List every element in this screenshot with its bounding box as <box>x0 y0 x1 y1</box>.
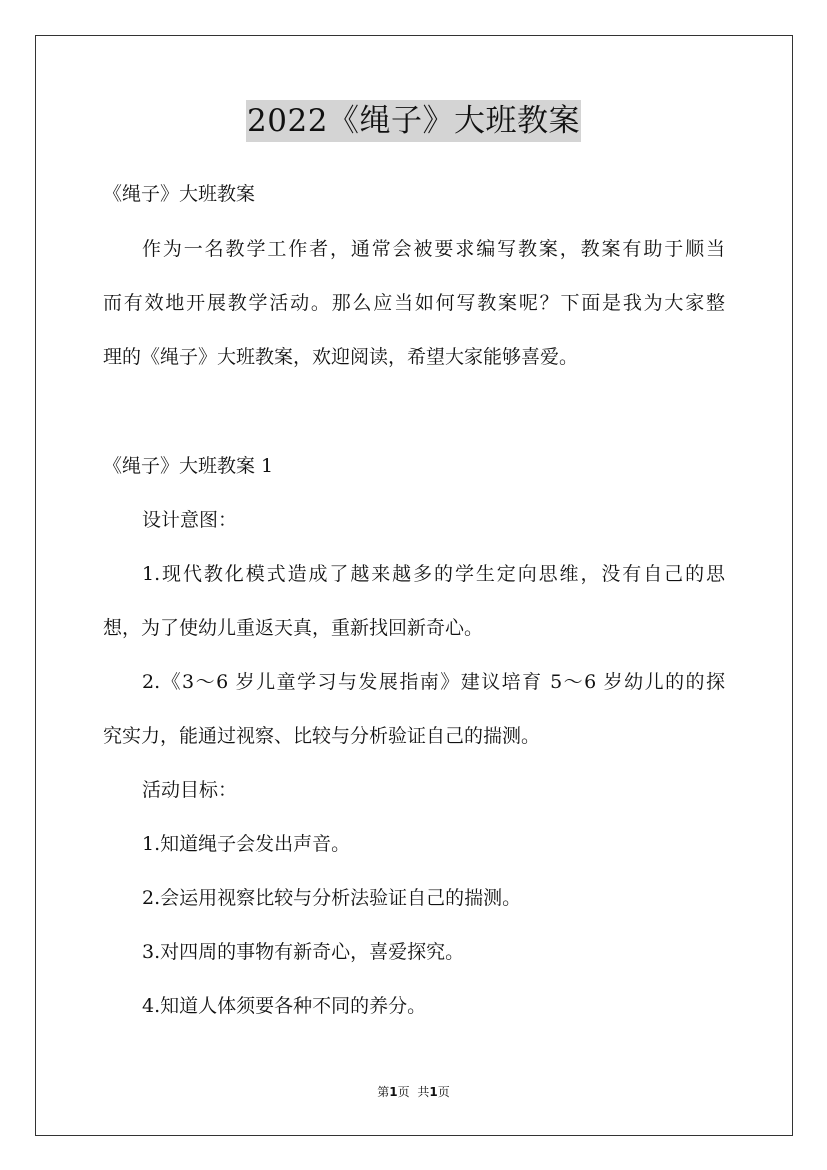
design-heading: 设计意图： <box>142 509 238 531</box>
page-footer <box>0 1084 827 1100</box>
goal-item-1: 1.知道绳子会发出声音。 <box>142 833 351 855</box>
document-title: 2022《绳子》大班教案 <box>246 100 581 142</box>
footer-total-prefix: 共 <box>417 1085 430 1099</box>
footer-page-prefix: 第 <box>377 1085 390 1099</box>
intro-line-2: 而有效地开展教学活动。那么应当如何写教案呢？下面是我为大家整 <box>103 292 725 314</box>
footer-page-number: 1 <box>389 1085 398 1099</box>
design-item-2-line-2: 究实力，能通过视察、比较与分析验证自己的揣测。 <box>103 725 541 747</box>
footer-total-number: 1 <box>429 1085 438 1099</box>
goal-item-3: 3.对四周的事物有新奇心，喜爱探究。 <box>142 941 465 963</box>
intro-line-3: 理的《绳子》大班教案，欢迎阅读，希望大家能够喜爱。 <box>103 346 579 368</box>
goals-heading: 活动目标： <box>142 779 238 801</box>
footer-total-suffix: 页 <box>437 1085 450 1099</box>
goal-item-4: 4.知道人体须要各种不同的养分。 <box>142 995 427 1017</box>
document-subtitle: 《绳子》大班教案 <box>103 183 256 205</box>
section-heading: 《绳子》大班教案 1 <box>103 455 274 477</box>
title-wrap <box>0 100 827 142</box>
design-item-1-line-1: 1.现代教化模式造成了越来越多的学生定向思维，没有自己的思 <box>142 563 725 585</box>
goal-item-2: 2.会运用视察比较与分析法验证自己的揣测。 <box>142 887 522 909</box>
design-item-2-line-1: 2.《3～6 岁儿童学习与发展指南》建议培育 5～6 岁幼儿的的探 <box>142 671 725 693</box>
design-item-1-line-2: 想，为了使幼儿重返天真，重新找回新奇心。 <box>103 617 484 639</box>
intro-line-1: 作为一名教学工作者，通常会被要求编写教案，教案有助于顺当 <box>142 238 725 260</box>
footer-page-suffix: 页 <box>397 1085 410 1099</box>
